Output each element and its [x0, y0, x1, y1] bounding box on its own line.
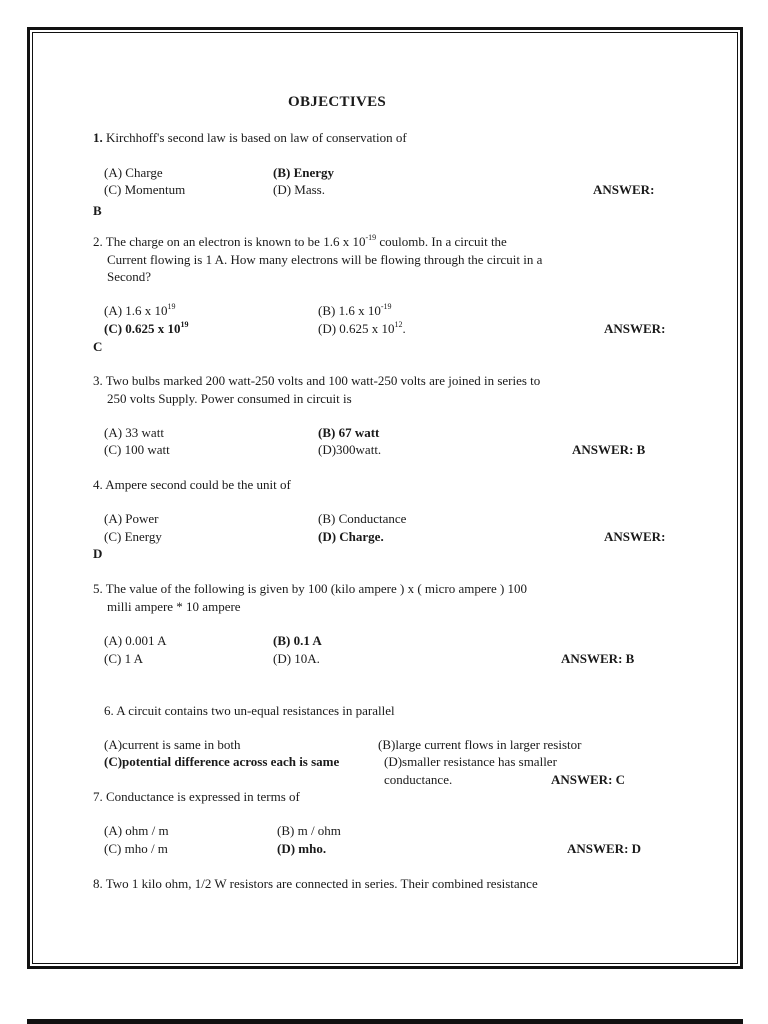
- option-d: (D) 0.625 x $10^{12}$.: [318, 319, 406, 336]
- option-c: (C) Momentum: [104, 182, 186, 197]
- option-d: (D)smaller resistance has smaller: [384, 754, 557, 769]
- answer-label: ANSWER:: [593, 182, 655, 197]
- option-a: (A) ohm / m: [104, 823, 169, 838]
- option-a: (A) Power: [104, 511, 159, 526]
- question-text: Kirchhoff's second law is based on law of conservation of: [106, 130, 407, 145]
- answer: ANSWER: C: [551, 772, 626, 787]
- answer-label: ANSWER:: [604, 321, 666, 336]
- option-c: (C) 0.625 x $10^{19}$: [104, 319, 189, 336]
- option-b: (B) m / ohm: [277, 823, 341, 838]
- question-3-line-1: 3. Two bulbs marked 200 watt-250 volts and 100 watt-250 volts are joined in series to: [93, 373, 541, 388]
- option-c: (C)potential difference across each is same: [104, 754, 340, 769]
- option-a: (A)current is same in both: [104, 737, 241, 752]
- question-5-line-2: milli ampere * 10 ampere: [107, 599, 241, 614]
- question-3-line-2: 250 volts Supply. Power consumed in circuit is: [107, 391, 352, 406]
- option-b: (B) Energy: [273, 165, 335, 180]
- question-6: 6. A circuit contains two un-equal resistances in parallel: [104, 703, 395, 718]
- option-b: (B) 1.6 x $10^{-19}$: [318, 301, 392, 318]
- question-4: 4. Ampere second could be the unit of: [93, 477, 291, 492]
- question-2-line-1: 2. The charge on an electron is known to be 1.6 x $10^{-19}$ coulomb. In a circuit the: [93, 232, 507, 249]
- page-title: OBJECTIVES: [288, 94, 387, 110]
- answer: ANSWER: B: [561, 651, 635, 666]
- question-8: 8. Two 1 kilo ohm, 1/2 W resistors are connected in series. Their combined resistance: [93, 876, 538, 891]
- option-b: (B) Conductance: [318, 511, 407, 526]
- question-2-line-2: Current flowing is 1 A. How many electrons will be flowing through the circuit in a: [107, 252, 543, 267]
- question-number: 1.: [93, 130, 103, 145]
- option-c: (C) 100 watt: [104, 442, 170, 457]
- option-d-continued: conductance.: [384, 772, 453, 787]
- option-a: (A) 33 watt: [104, 425, 164, 440]
- question-7: 7. Conductance is expressed in terms of: [93, 789, 300, 804]
- next-page-edge: [27, 1019, 743, 1024]
- option-c: (C) mho / m: [104, 841, 168, 856]
- option-c: (C) 1 A: [104, 651, 143, 666]
- option-b: (B)large current flows in larger resistor: [378, 737, 582, 752]
- answer: ANSWER: B: [572, 442, 646, 457]
- option-d: (D) Charge.: [318, 529, 384, 544]
- answer-value: B: [93, 203, 102, 218]
- question-5-line-1: 5. The value of the following is given by 100 (kilo ampere ) x ( micro ampere ) 100: [93, 581, 528, 596]
- option-a: (A) 1.6 x $10^{19}$: [104, 301, 176, 318]
- option-d: (D) Mass.: [273, 182, 325, 197]
- option-a: (A) Charge: [104, 165, 163, 180]
- answer-value: C: [93, 339, 103, 354]
- answer-label: ANSWER:: [604, 529, 666, 544]
- option-c: (C) Energy: [104, 529, 162, 544]
- option-b: (B) 0.1 A: [273, 633, 322, 648]
- answer: ANSWER: D: [567, 841, 642, 856]
- option-d: (D)300watt.: [318, 442, 382, 457]
- option-d: (D) mho.: [277, 841, 327, 856]
- option-b: (B) 67 watt: [318, 425, 380, 440]
- question-1: [93, 129, 407, 146]
- question-2-line-3: Second?: [107, 269, 152, 284]
- answer-value: D: [93, 546, 103, 561]
- option-a: (A) 0.001 A: [104, 633, 167, 648]
- option-d: (D) 10A.: [273, 651, 320, 666]
